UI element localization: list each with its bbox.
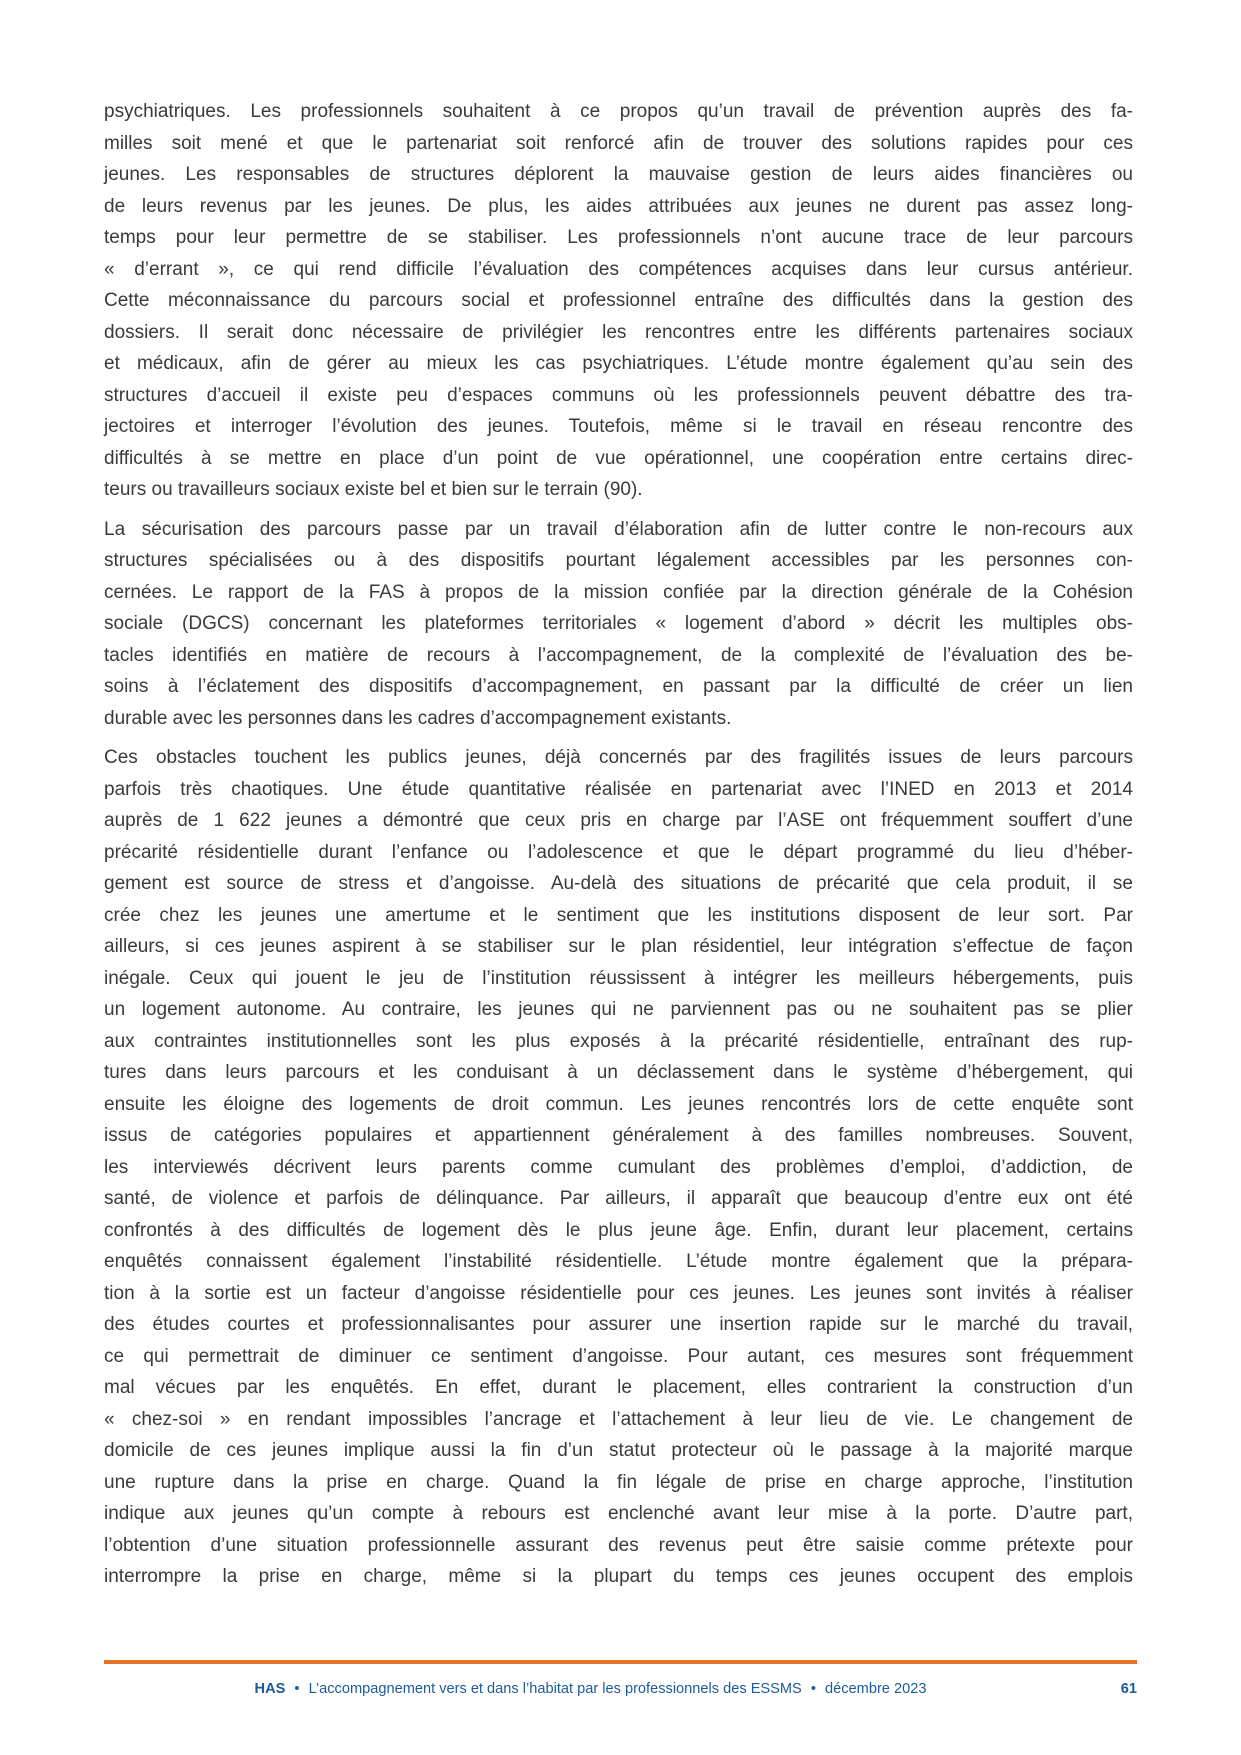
text-line: ce qui permettrait de diminuer ce sentiment d’angoisse. Pour autant, ces mesures sont fréquemment bbox=[104, 1345, 1133, 1367]
text-line: gement est source de stress et d’angoisse. Au-delà des situations de précarité que cela produit, il se bbox=[104, 873, 1133, 894]
text-line: Cette méconnaissance du parcours social et professionnel entraîne des difficultés dans la gestion des bbox=[104, 290, 1133, 311]
text-line: structures spécialisées ou à des dispositifs pourtant légalement accessibles par les personnes con- bbox=[104, 550, 1133, 571]
footer-date: décembre 2023 bbox=[825, 1681, 927, 1697]
text-line: jeunes. Les responsables de structures déplorent la mauvaise gestion de leurs aides financières ou bbox=[104, 164, 1133, 185]
text-line: difficultés à se mettre en place d’un point de vue opérationnel, une coopération entre certains direc- bbox=[104, 447, 1133, 469]
text-line: tacles identifiés en matière de recours à l’accompagnement, de la complexité de l’évaluation des be- bbox=[104, 644, 1133, 666]
text-line: mal vécues par les enquêtés. En effet, durant le placement, elles contrarient la construction d’un bbox=[104, 1377, 1133, 1398]
text-line: « d’errant », ce qui rend difficile l’évaluation des compétences acquises dans leur cursus antérieur. bbox=[104, 258, 1133, 280]
text-line: soins à l’éclatement des dispositifs d’accompagnement, en passant par la difficulté de créer un lien bbox=[104, 676, 1133, 697]
text-line: inégale. Ceux qui jouent le jeu de l’institution réussissent à intégrer les meilleurs hébergements, puis bbox=[104, 967, 1133, 989]
footer-separator: • bbox=[294, 1681, 300, 1697]
text-line: crée chez les jeunes une amertume et le sentiment que les institutions disposent de leur sort. Par bbox=[104, 904, 1133, 926]
text-line: structures d’accueil il existe peu d’espaces communs où les professionnels peuvent débattre des tra- bbox=[104, 384, 1133, 406]
text-line: de leurs revenus par les jeunes. De plus, les aides attribuées aux jeunes ne durent pas assez long- bbox=[104, 195, 1133, 217]
text-line: teurs ou travailleurs sociaux existe bel et bien sur le terrain (90). bbox=[104, 479, 643, 500]
text-line: précarité résidentielle durant l’enfance ou l’adolescence et que le départ programmé du lieu d’héber- bbox=[104, 841, 1133, 863]
footer-text bbox=[104, 1678, 1137, 1700]
text-line: « chez-soi » en rendant impossibles l’ancrage et l’attachement à leur lieu de vie. Le changement de bbox=[104, 1408, 1133, 1430]
text-line: ailleurs, si ces jeunes aspirent à se stabiliser sur le plan résidentiel, leur intégration s’effectue de façon bbox=[104, 936, 1133, 957]
text-line: les interviewés décrivent leurs parents comme cumulant des problèmes d’emploi, d’addiction, de bbox=[104, 1156, 1133, 1178]
text-line: l’obtention d’une situation professionnelle assurant des revenus peut être saisie comme prétexte pour bbox=[104, 1534, 1133, 1556]
text-line: enquêtés connaissent également l’instabilité résidentielle. L’étude montre également que la prépara- bbox=[104, 1251, 1133, 1272]
paragraph bbox=[104, 742, 1133, 1593]
text-line: domicile de ces jeunes implique aussi la fin d’un statut protecteur où le passage à la majorité marque bbox=[104, 1440, 1133, 1461]
text-line: jectoires et interroger l’évolution des jeunes. Toutefois, même si le travail en réseau rencontre des bbox=[104, 416, 1133, 437]
text-line: temps pour leur permettre de se stabiliser. Les professionnels n’ont aucune trace de leur parcours bbox=[104, 227, 1133, 248]
footer-title: L’accompagnement vers et dans l’habitat par les professionnels des ESSMS bbox=[308, 1681, 802, 1697]
text-line: tures dans leurs parcours et les conduisant à un déclassement dans le système d’hébergement, qui bbox=[104, 1062, 1133, 1083]
text-line: indique aux jeunes qu’un compte à rebours est enclenché avant leur mise à la porte. D’autre part, bbox=[104, 1503, 1133, 1524]
text-line: cernées. Le rapport de la FAS à propos de la mission confiée par la direction générale de la Cohésion bbox=[104, 581, 1133, 603]
text-line: confrontés à des difficultés de logement dès le plus jeune âge. Enfin, durant leur placement, certains bbox=[104, 1219, 1133, 1241]
text-line: ensuite les éloigne des logements de droit commun. Les jeunes rencontrés lors de cette enquête sont bbox=[104, 1093, 1133, 1115]
text-line: psychiatriques. Les professionnels souhaitent à ce propos qu’un travail de prévention auprès des fa- bbox=[104, 101, 1133, 122]
text-line: tion à la sortie est un facteur d’angoisse résidentielle pour ces jeunes. Les jeunes sont invités à réaliser bbox=[104, 1282, 1133, 1304]
text-line: santé, de violence et parfois de délinquance. Par ailleurs, il apparaît que beaucoup d’entre eux ont été bbox=[104, 1188, 1133, 1209]
text-line: milles soit mené et que le partenariat soit renforcé afin de trouver des solutions rapides pour ces bbox=[104, 132, 1133, 154]
text-line: des études courtes et professionnalisantes pour assurer une insertion rapide sur le marché du travail, bbox=[104, 1314, 1133, 1335]
text-line: dossiers. Il serait donc nécessaire de privilégier les rencontres entre les différents partenaires sociaux bbox=[104, 321, 1133, 343]
footer-org: HAS bbox=[254, 1681, 286, 1697]
footer-separator: • bbox=[810, 1681, 816, 1697]
text-line: sociale (DGCS) concernant les plateformes territoriales « logement d’abord » décrit les multiples obs- bbox=[104, 613, 1133, 634]
paragraph bbox=[104, 514, 1133, 735]
text-line: interrompre la prise en charge, même si la plupart du temps ces jeunes occupent des emplois bbox=[104, 1566, 1133, 1587]
text-line: issus de catégories populaires et appartiennent généralement à des familles nombreuses. Souvent, bbox=[104, 1125, 1133, 1146]
text-line: une rupture dans la prise en charge. Quand la fin légale de prise en charge approche, l’institution bbox=[104, 1471, 1133, 1493]
text-line: La sécurisation des parcours passe par un travail d’élaboration afin de lutter contre le non-recours aux bbox=[104, 518, 1133, 540]
text-line: parfois très chaotiques. Une étude quantitative réalisée en partenariat avec l’INED en 2013 et 2014 bbox=[104, 778, 1133, 800]
text-line: aux contraintes institutionnelles sont les plus exposés à la précarité résidentielle, entraînant des rup- bbox=[104, 1030, 1133, 1052]
footer-rule bbox=[104, 1660, 1137, 1664]
paragraph bbox=[104, 96, 1133, 506]
text-line: et médicaux, afin de gérer au mieux les cas psychiatriques. L’étude montre également qu’au sein des bbox=[104, 353, 1133, 374]
text-line: auprès de 1 622 jeunes a démontré que ceux pris en charge par l’ASE ont fréquemment souffert d’une bbox=[104, 810, 1133, 831]
text-line: un logement autonome. Au contraire, les jeunes qui ne parviennent pas ou ne souhaitent pas se plier bbox=[104, 999, 1133, 1020]
page-number: 61 bbox=[1120, 1681, 1137, 1697]
text-line: durable avec les personnes dans les cadres d’accompagnement existants. bbox=[104, 707, 732, 729]
page-footer bbox=[104, 1678, 1137, 1700]
page-body-text bbox=[104, 96, 1133, 1593]
text-line: Ces obstacles touchent les publics jeunes, déjà concernés par des fragilités issues de leurs parcours bbox=[104, 747, 1133, 768]
